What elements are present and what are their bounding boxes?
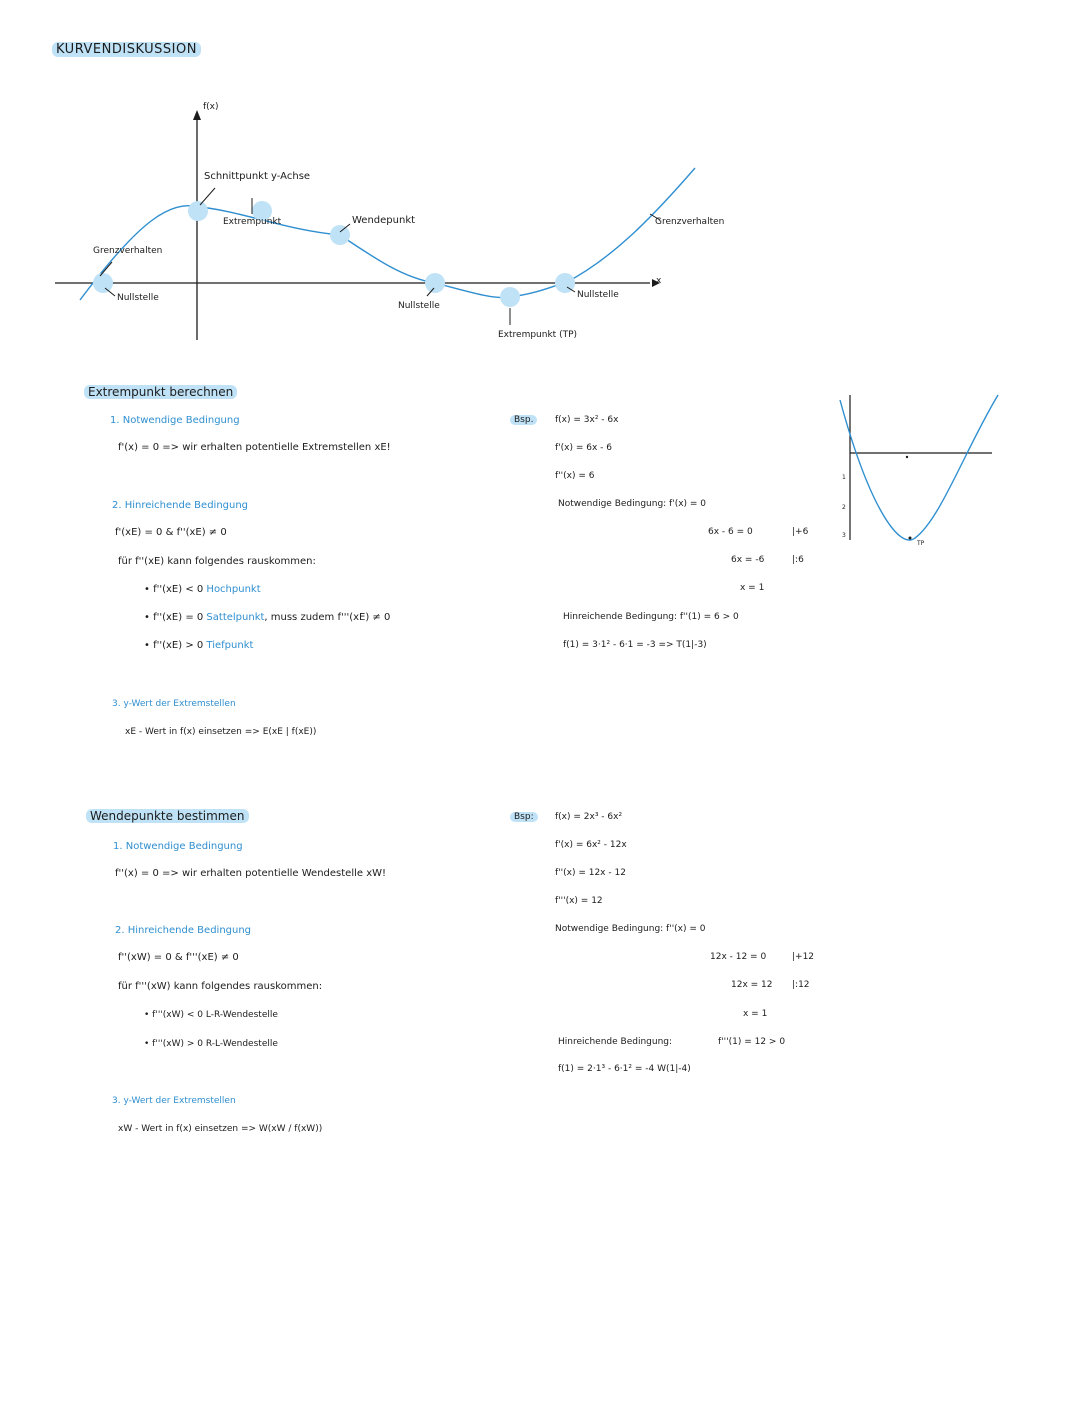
extrem-step1-text: f'(x) = 0 => wir erhalten potentielle Extremstellen xE! [118, 442, 391, 453]
wende-step2-intro: für f'''(xW) kann folgendes rauskommen: [118, 981, 323, 992]
ex2-result: f(1) = 2·1³ - 6·1² = -4 W(1|-4) [558, 1064, 691, 1074]
curve-diagram [0, 0, 1080, 360]
nullstelle-point-2 [425, 273, 445, 293]
ex2-f3: f'''(x) = 12 [555, 896, 603, 906]
tiefpunkt-point [500, 287, 520, 307]
wende-step3: 3. y-Wert der Extremstellen [112, 1096, 236, 1106]
wende-step1-text: f''(x) = 0 => wir erhalten potentielle Wendestelle xW! [115, 868, 387, 879]
ex2-op1: |+12 [792, 952, 815, 962]
ex1-f: f(x) = 3x² - 6x [555, 415, 619, 425]
ex1-eq2: 6x = -6 [731, 555, 765, 565]
label-nullstelle-3: Nullstelle [577, 290, 619, 300]
arrow-schnittpunkt [200, 188, 215, 205]
ex2-notw: Notwendige Bedingung: f''(x) = 0 [555, 924, 706, 934]
ex1-notw: Notwendige Bedingung: f'(x) = 0 [558, 499, 707, 509]
extrem-step2-intro: für f''(xE) kann folgendes rauskommen: [118, 556, 316, 567]
extrem-step3: 3. y-Wert der Extremstellen [112, 699, 236, 709]
ex2-hinr: Hinreichende Bedingung: [558, 1037, 673, 1047]
parabola-curve [840, 395, 998, 540]
ex1-eq1: 6x - 6 = 0 [708, 527, 753, 537]
wende-step1: 1. Notwendige Bedingung [113, 841, 243, 852]
extrem-step3-text: xE - Wert in f(x) einsetzen => E(xE | f(xE)) [125, 727, 317, 737]
parabola-tick-2: 2 [842, 504, 846, 511]
extrem-case-tiefpunkt: • f''(xE) > 0 Tiefpunkt [144, 640, 254, 651]
wende-step3-text: xW - Wert in f(x) einsetzen => W(xW / f(xW)) [118, 1124, 323, 1134]
ex1-f2: f''(x) = 6 [555, 471, 595, 481]
ex2-bsp: Bsp: [510, 812, 538, 822]
wendepunkt-point [330, 225, 350, 245]
extrem-heading: Extrempunkt berechnen [84, 385, 237, 399]
y-axis-arrow [193, 110, 201, 120]
wende-step2-formula: f''(xW) = 0 & f'''(xE) ≠ 0 [118, 952, 239, 963]
ex1-bsp: Bsp. [510, 415, 537, 425]
ex2-eq2: 12x = 12 [731, 980, 773, 990]
extrem-case-sattelpunkt: • f''(xE) = 0 Sattelpunkt, muss zudem f'''(xE) ≠ 0 [144, 612, 391, 623]
ex2-f2: f''(x) = 12x - 12 [555, 868, 626, 878]
ex1-op1: |+6 [792, 527, 809, 537]
extrem-step2-formula: f'(xE) = 0 & f''(xE) ≠ 0 [115, 527, 227, 538]
ex2-f1: f'(x) = 6x² - 12x [555, 840, 627, 850]
ex2-op2: |:12 [792, 980, 810, 990]
ex1-result: f(1) = 3·1² - 6·1 = -3 => T(1|-3) [563, 640, 707, 650]
wende-step2: 2. Hinreichende Bedingung [115, 925, 252, 936]
parabola-tick-3: 3 [842, 532, 846, 539]
parabola-tick-1: 1 [842, 474, 846, 481]
wende-case-rl: • f'''(xW) > 0 R-L-Wendestelle [144, 1039, 278, 1049]
y-intercept-point [188, 201, 208, 221]
parabola-sketch [830, 390, 1010, 560]
ex1-eq3: x = 1 [740, 583, 765, 593]
extrem-step2: 2. Hinreichende Bedingung [112, 500, 249, 511]
label-schnittpunkt: Schnittpunkt y-Achse [204, 171, 311, 182]
ex2-f: f(x) = 2x³ - 6x² [555, 812, 623, 822]
ex2-eq3: x = 1 [743, 1009, 768, 1019]
wende-case-lr: • f'''(xW) < 0 L-R-Wendestelle [144, 1010, 278, 1020]
ex1-f1: f'(x) = 6x - 6 [555, 443, 613, 453]
ex2-eq1: 12x - 12 = 0 [710, 952, 767, 962]
ex1-hinr: Hinreichende Bedingung: f''(1) = 6 > 0 [563, 612, 739, 622]
label-extrempunkt-tp: Extrempunkt (TP) [498, 330, 578, 340]
function-curve [80, 168, 695, 300]
label-nullstelle-1: Nullstelle [117, 293, 159, 303]
label-grenzverhalten-left: Grenzverhalten [93, 246, 163, 256]
extrem-case-hochpunkt: • f''(xE) < 0 Hochpunkt [144, 584, 261, 595]
extrem-step1: 1. Notwendige Bedingung [110, 415, 240, 426]
ex2-hinr-val: f'''(1) = 12 > 0 [718, 1037, 786, 1047]
parabola-tp-label: TP [917, 540, 925, 547]
x-axis-label: x [656, 276, 662, 286]
label-grenzverhalten-right: Grenzverhalten [655, 217, 725, 227]
page-title: KURVENDISKUSSION [52, 42, 201, 57]
label-wendepunkt: Wendepunkt [352, 215, 416, 226]
nullstelle-point-1 [93, 273, 113, 293]
wende-heading: Wendepunkte bestimmen [86, 809, 249, 823]
label-extrempunkt-hp: Extrempunkt [223, 217, 282, 227]
label-nullstelle-2: Nullstelle [398, 301, 440, 311]
ex1-op2: |:6 [792, 555, 804, 565]
parabola-tp-point [909, 537, 912, 540]
y-axis-label: f(x) [203, 102, 219, 112]
parabola-mark [906, 456, 908, 458]
